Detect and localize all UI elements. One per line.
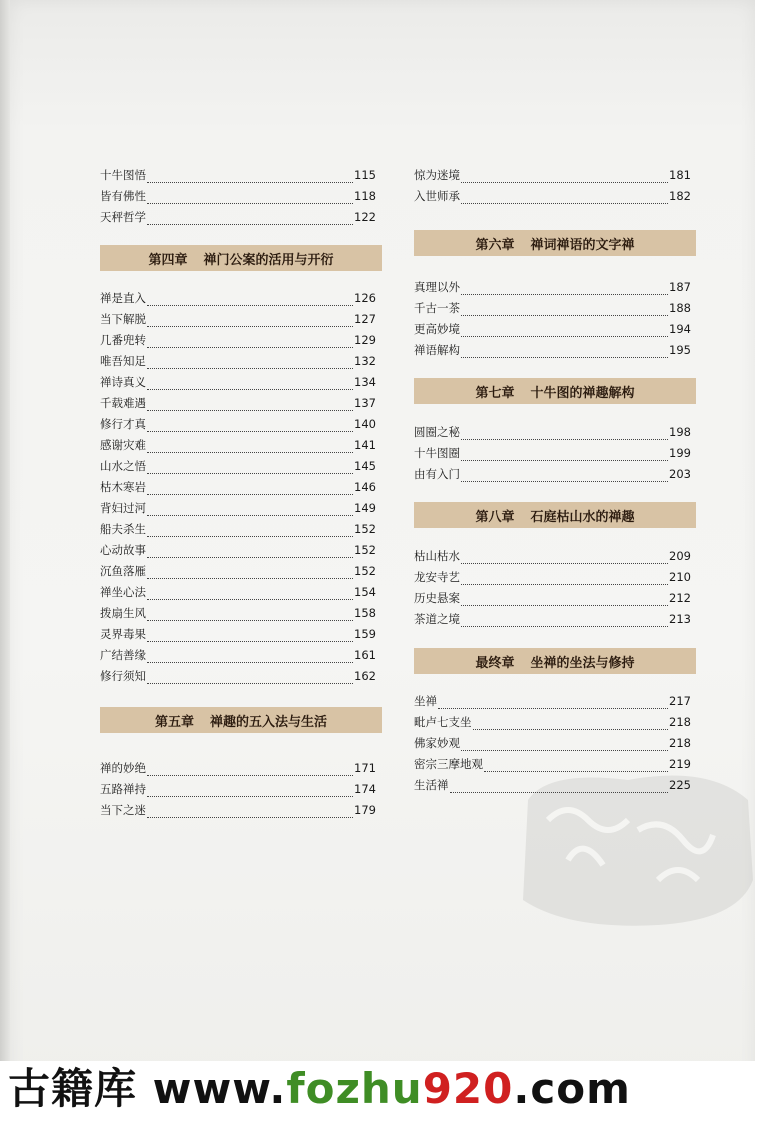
toc-entry-page: 218 (669, 715, 691, 729)
watermark-url-prefix: www. (152, 1064, 287, 1113)
toc-entry (414, 569, 691, 585)
toc-entry-title: 修行须知 (100, 669, 146, 683)
toc-leader-dots (461, 325, 668, 337)
toc-leader-dots (147, 630, 353, 642)
toc-entry (100, 668, 376, 684)
watermark-url-red: 920 (422, 1064, 514, 1113)
toc-entry-title: 茶道之境 (414, 612, 460, 626)
toc-entry-page: 129 (354, 333, 376, 347)
toc-entry-page: 198 (669, 425, 691, 439)
toc-entry-title: 枯山枯水 (414, 549, 460, 563)
toc-entry-page: 122 (354, 210, 376, 224)
toc-entry-page: 126 (354, 291, 376, 305)
chapter-heading (414, 502, 696, 528)
toc-entry-page: 218 (669, 736, 691, 750)
toc-entry-title: 灵界毒果 (100, 627, 146, 641)
toc-entry (100, 760, 376, 776)
toc-entry (414, 693, 691, 709)
toc-leader-dots (147, 357, 353, 369)
toc-entry (100, 209, 376, 225)
toc-leader-dots (147, 651, 353, 663)
chapter-heading (414, 230, 696, 256)
toc-leader-dots (147, 441, 353, 453)
toc-entry-title: 更高妙境 (414, 322, 460, 336)
toc-entry-title: 禅语解构 (414, 343, 460, 357)
toc-entry-title: 当下之迷 (100, 803, 146, 817)
toc-entry-page: 152 (354, 543, 376, 557)
toc-entry-page: 203 (669, 467, 691, 481)
chapter-number: 最终章 (475, 655, 515, 671)
toc-entry (100, 563, 376, 579)
toc-leader-dots (147, 420, 353, 432)
toc-entry-page: 127 (354, 312, 376, 326)
toc-leader-dots (461, 449, 668, 461)
toc-entry-title: 感谢灾难 (100, 438, 146, 452)
toc-entry-title: 禅坐心法 (100, 585, 146, 599)
toc-entry-page: 174 (354, 782, 376, 796)
toc-leader-dots (461, 346, 668, 358)
toc-entry (100, 802, 376, 818)
toc-entry (414, 590, 691, 606)
toc-leader-dots (147, 336, 353, 348)
toc-entry (100, 626, 376, 642)
toc-leader-dots (147, 462, 353, 474)
toc-entry-title: 拨扇生风 (100, 606, 146, 620)
toc-entry (100, 290, 376, 306)
toc-entry-page: 179 (354, 803, 376, 817)
toc-entry-page: 187 (669, 280, 691, 294)
toc-entry (100, 521, 376, 537)
chapter-number: 第七章 (475, 385, 515, 401)
toc-entry-page: 134 (354, 375, 376, 389)
toc-entry (100, 332, 376, 348)
toc-entry (100, 311, 376, 327)
toc-leader-dots (438, 697, 668, 709)
toc-entry-page: 152 (354, 522, 376, 536)
toc-entry (100, 188, 376, 204)
toc-entry-page: 217 (669, 694, 691, 708)
toc-leader-dots (461, 739, 668, 751)
toc-entry-page: 212 (669, 591, 691, 605)
toc-entry-title: 十牛图悟 (100, 168, 146, 182)
toc-leader-dots (147, 588, 353, 600)
toc-entry-page: 154 (354, 585, 376, 599)
toc-entry (414, 445, 691, 461)
toc-leader-dots (147, 609, 353, 621)
chapter-title: 禅词禅语的文字禅 (530, 237, 635, 253)
toc-entry-page: 146 (354, 480, 376, 494)
toc-entry-page: 219 (669, 757, 691, 771)
toc-entry (100, 479, 376, 495)
toc-leader-dots (147, 764, 353, 776)
chapter-number: 第六章 (475, 237, 515, 253)
toc-entry-page: 161 (354, 648, 376, 662)
toc-entry (100, 167, 376, 183)
toc-entry-title: 枯木寒岩 (100, 480, 146, 494)
toc-entry-page: 188 (669, 301, 691, 315)
toc-entry (414, 466, 691, 482)
toc-leader-dots (147, 315, 353, 327)
toc-leader-dots (147, 567, 353, 579)
toc-entry-title: 龙安寺艺 (414, 570, 460, 584)
toc-entry-title: 几番兜转 (100, 333, 146, 347)
toc-entry-title: 生活禅 (414, 778, 449, 792)
toc-entry-title: 十牛图圈 (414, 446, 460, 460)
toc-entry-page: 171 (354, 761, 376, 775)
toc-entry (100, 542, 376, 558)
toc-leader-dots (147, 213, 353, 225)
chapter-number: 第四章 (148, 252, 188, 268)
toc-leader-dots (147, 672, 353, 684)
toc-entry (100, 500, 376, 516)
toc-entry-page: 145 (354, 459, 376, 473)
toc-entry-page: 181 (669, 168, 691, 182)
toc-entry-page: 159 (354, 627, 376, 641)
toc-entry-title: 背妇过河 (100, 501, 146, 515)
toc-entry-page: 213 (669, 612, 691, 626)
toc-leader-dots (484, 760, 668, 772)
toc-entry (100, 374, 376, 390)
toc-leader-dots (147, 483, 353, 495)
toc-entry-page: 158 (354, 606, 376, 620)
toc-entry-title: 禅的妙绝 (100, 761, 146, 775)
toc-entry-title: 入世师承 (414, 189, 460, 203)
page-edge (0, 0, 10, 1088)
watermark-url-green: fozhu (286, 1064, 423, 1113)
toc-leader-dots (473, 718, 669, 730)
toc-entry-title: 真理以外 (414, 280, 460, 294)
toc-entry (414, 342, 691, 358)
toc-entry-page: 225 (669, 778, 691, 792)
toc-entry (414, 424, 691, 440)
toc-entry (414, 167, 691, 183)
toc-leader-dots (461, 594, 668, 606)
chapter-title: 石庭枯山水的禅趣 (530, 509, 635, 525)
toc-entry (100, 353, 376, 369)
toc-entry-page: 182 (669, 189, 691, 203)
toc-entry-title: 唯吾知足 (100, 354, 146, 368)
toc-leader-dots (147, 504, 353, 516)
toc-entry-page: 115 (354, 168, 376, 182)
toc-entry-title: 佛家妙观 (414, 736, 460, 750)
toc-entry-page: 149 (354, 501, 376, 515)
toc-entry-title: 历史悬案 (414, 591, 460, 605)
toc-entry (100, 781, 376, 797)
toc-entry-page: 210 (669, 570, 691, 584)
toc-entry (414, 300, 691, 316)
chapter-heading (100, 707, 382, 733)
toc-entry (100, 395, 376, 411)
toc-entry (100, 416, 376, 432)
toc-entry (414, 777, 691, 793)
toc-entry-title: 惊为迷境 (414, 168, 460, 182)
toc-entry-page: 209 (669, 549, 691, 563)
chapter-heading (100, 245, 382, 271)
toc-leader-dots (147, 171, 353, 183)
chapter-number: 第五章 (154, 714, 194, 730)
toc-leader-dots (147, 294, 353, 306)
toc-leader-dots (461, 304, 668, 316)
chapter-number: 第八章 (475, 509, 515, 525)
toc-entry (100, 647, 376, 663)
toc-entry (414, 548, 691, 564)
toc-leader-dots (147, 525, 353, 537)
toc-entry-title: 广结善缘 (100, 648, 146, 662)
toc-entry-page: 195 (669, 343, 691, 357)
chapter-title: 禅门公案的活用与开衍 (203, 252, 334, 268)
toc-entry-page: 162 (354, 669, 376, 683)
toc-entry-title: 皆有佛性 (100, 189, 146, 203)
watermark-text (8, 1064, 631, 1114)
toc-entry-title: 坐禅 (414, 694, 437, 708)
toc-entry (414, 714, 691, 730)
toc-entry (414, 735, 691, 751)
toc-entry-page: 140 (354, 417, 376, 431)
toc-entry-page: 152 (354, 564, 376, 578)
toc-entry-title: 千载难遇 (100, 396, 146, 410)
toc-entry (100, 437, 376, 453)
chapter-heading (414, 648, 696, 674)
watermark-url-suffix: .com (513, 1064, 631, 1113)
toc-entry (414, 756, 691, 772)
toc-entry (100, 605, 376, 621)
toc-leader-dots (461, 428, 668, 440)
toc-entry-page: 141 (354, 438, 376, 452)
watermark-site-name: 古籍库 (8, 1064, 138, 1113)
chapter-title: 十牛图的禅趣解构 (530, 385, 635, 401)
toc-entry-title: 禅是直入 (100, 291, 146, 305)
toc-entry-title: 禅诗真义 (100, 375, 146, 389)
toc-leader-dots (461, 573, 668, 585)
toc-entry-page: 199 (669, 446, 691, 460)
toc-leader-dots (461, 283, 668, 295)
toc-leader-dots (147, 806, 353, 818)
toc-leader-dots (147, 546, 353, 558)
toc-entry-title: 五路禅持 (100, 782, 146, 796)
toc-leader-dots (147, 192, 353, 204)
toc-entry-title: 船夫杀生 (100, 522, 146, 536)
toc-entry-title: 山水之悟 (100, 459, 146, 473)
toc-entry-title: 当下解脱 (100, 312, 146, 326)
toc-leader-dots (461, 192, 668, 204)
toc-entry-title: 沉鱼落雁 (100, 564, 146, 578)
chapter-title: 坐禅的坐法与修持 (530, 655, 635, 671)
toc-entry-title: 天秤哲学 (100, 210, 146, 224)
toc-entry (414, 321, 691, 337)
toc-leader-dots (450, 781, 669, 793)
toc-entry (414, 611, 691, 627)
toc-entry-title: 千古一茶 (414, 301, 460, 315)
toc-entry-title: 心动故事 (100, 543, 146, 557)
toc-entry (414, 188, 691, 204)
toc-entry-title: 修行才真 (100, 417, 146, 431)
toc-entry-title: 密宗三摩地观 (414, 757, 483, 771)
toc-entry (100, 458, 376, 474)
toc-entry-page: 137 (354, 396, 376, 410)
toc-leader-dots (461, 615, 668, 627)
toc-entry-page: 194 (669, 322, 691, 336)
toc-entry (414, 279, 691, 295)
toc-entry-page: 118 (354, 189, 376, 203)
toc-entry-title: 由有入门 (414, 467, 460, 481)
chapter-title: 禅趣的五入法与生活 (210, 714, 328, 730)
toc-leader-dots (147, 399, 353, 411)
toc-entry (100, 584, 376, 600)
toc-leader-dots (461, 171, 668, 183)
toc-leader-dots (147, 785, 353, 797)
toc-leader-dots (461, 470, 668, 482)
toc-entry-title: 圆圈之秘 (414, 425, 460, 439)
toc-entry-title: 毗卢七支坐 (414, 715, 472, 729)
toc-leader-dots (461, 552, 668, 564)
toc-entry-page: 132 (354, 354, 376, 368)
chapter-heading (414, 378, 696, 404)
toc-leader-dots (147, 378, 353, 390)
